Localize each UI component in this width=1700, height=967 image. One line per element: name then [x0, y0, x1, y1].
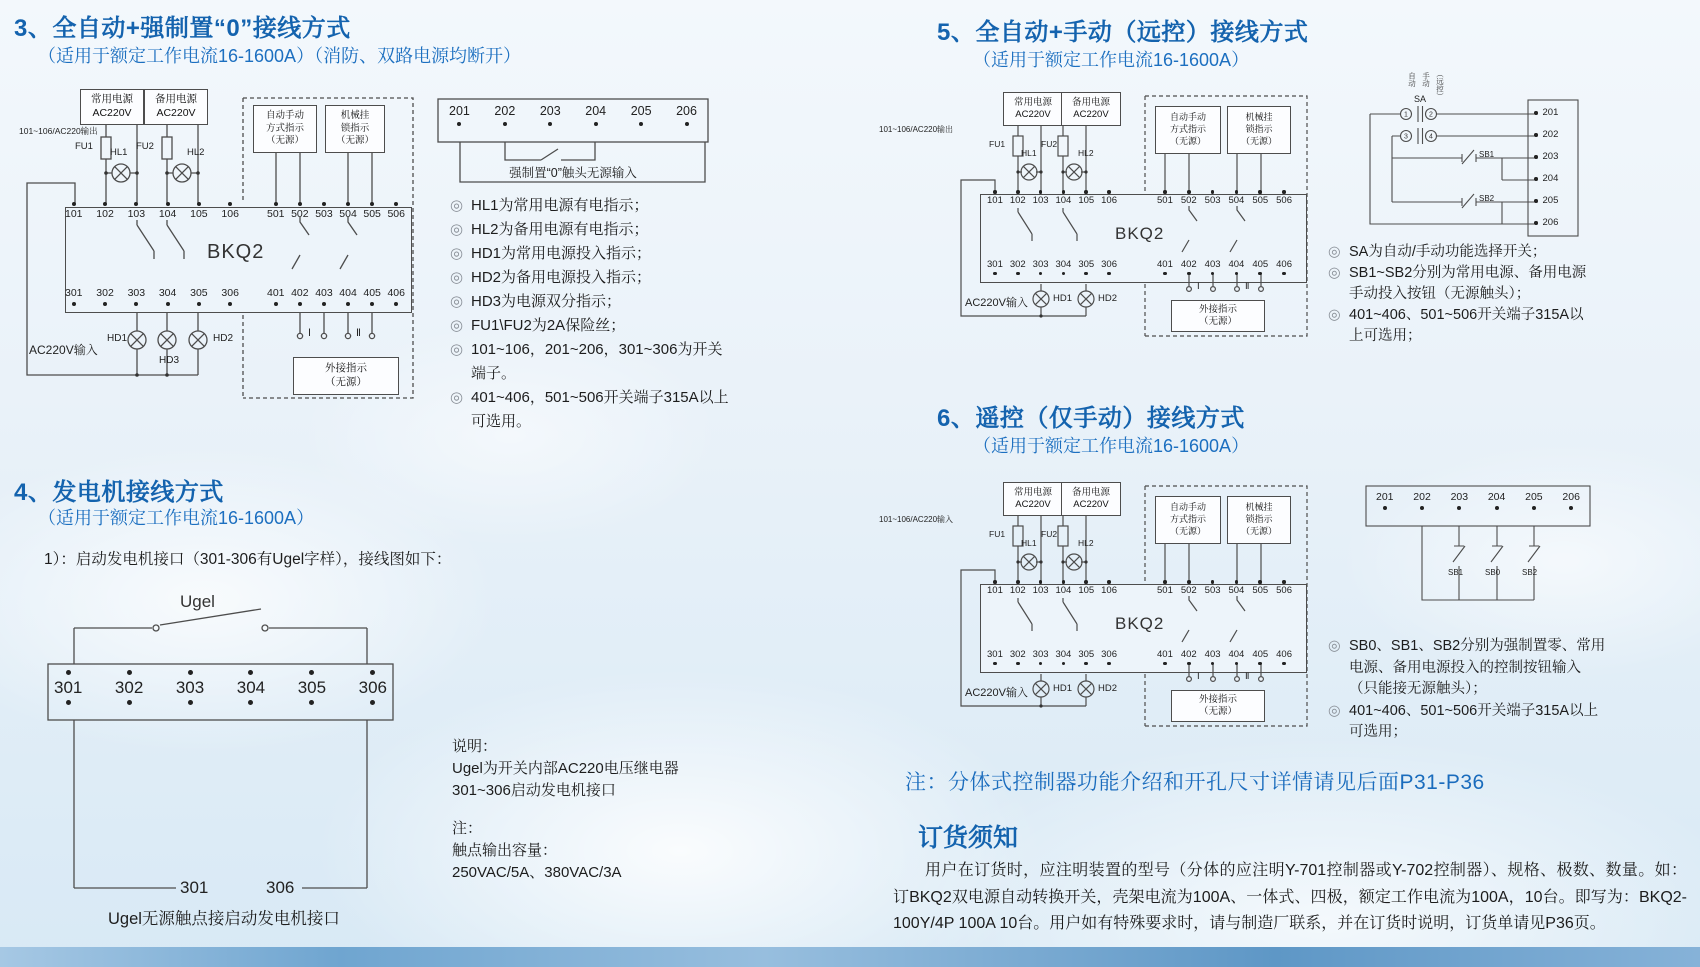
terminal-label: 503 [315, 202, 333, 220]
section5-wiring-diagram [875, 88, 1315, 338]
note-text: HD2为备用电源投入指示； [471, 269, 652, 286]
ac-input-label: AC220V输入 [29, 343, 98, 357]
terminal-label: 306 [1101, 650, 1117, 665]
indicator2-line2: 锁指示 [1245, 124, 1273, 135]
external-indicator-line2: （无源） [325, 376, 367, 388]
external-indicator-box [293, 357, 399, 395]
terminal-label: 504 [339, 202, 357, 220]
backup-power-box [1061, 92, 1121, 126]
terminal-label: 302 [115, 670, 143, 705]
external-indicator-line1: 外接指示 [1198, 693, 1237, 705]
terminal-label: 301 [54, 670, 82, 705]
terminal-label: 506 [387, 202, 405, 220]
group2-mark: Ⅱ [356, 328, 361, 339]
mode-manual-label: 手动 [1421, 72, 1431, 87]
note-text: 401~406，501~506开关端子315A以上可选用。 [471, 389, 729, 430]
terminal-label: 101 [987, 580, 1003, 595]
generator-wiring-lines [40, 578, 420, 898]
bullet-marker: ◎ [450, 245, 464, 262]
backup-power-label: 备用电源 [1071, 96, 1110, 108]
indicator1-line2: 方式指示 [1169, 124, 1206, 135]
terminal-label: 105 [190, 202, 208, 220]
section6-wiring-diagram [875, 478, 1315, 728]
bullet-marker: ◎ [450, 293, 464, 310]
terminal-label: 502 [1181, 580, 1197, 595]
bullet-marker: ◎ [1328, 244, 1341, 260]
terminal-label: 203 [1534, 152, 1558, 162]
terminal-label: 103 [1033, 190, 1049, 205]
mode-auto-label: 自动 [1407, 72, 1417, 87]
terminal-label: 402 [291, 288, 309, 306]
bullet-marker: ◎ [450, 197, 464, 214]
normal-power-label: 常用电源 [1013, 486, 1052, 498]
fuse1-label: FU1 [75, 141, 93, 152]
normal-power-label: 常用电源 [1013, 96, 1052, 108]
contact-4: 4 [1429, 133, 1433, 141]
note-text: FU1\FU2为2A保险丝； [471, 317, 626, 334]
lamp-hd1-label: HD1 [1053, 683, 1073, 694]
ugel-relay-label: Ugel [180, 592, 215, 611]
indicator2-line1: 机械挂 [340, 110, 370, 122]
terminal-label: 401 [1157, 650, 1173, 665]
indicator1-line1: 自动手动 [1169, 112, 1206, 123]
mechanical-lock-indicator-box [325, 105, 385, 153]
bottom-decoration-band [0, 947, 1700, 967]
list-item [450, 314, 730, 338]
terminal-label: 501 [1157, 580, 1173, 595]
terminals-301-306 [987, 650, 1117, 665]
terminal-label: 103 [128, 202, 146, 220]
section3-subtitle: （适用于额定工作电流16-1600A）（消防、双路电源均断开） [38, 46, 522, 66]
external-indicator-box [1171, 300, 1265, 332]
output-terminals-label: 101~106/AC220输出 [19, 126, 98, 136]
terminal-label: 501 [267, 202, 285, 220]
terminal-label: 201 [449, 105, 470, 126]
lamp-hd2-label: HD2 [1098, 683, 1118, 694]
indicator1-line1: 自动手动 [265, 110, 304, 122]
bullet-marker: ◎ [450, 389, 464, 406]
terminal-label: 405 [1252, 650, 1268, 665]
list-item [450, 218, 730, 242]
notes-heading: 说明： [452, 738, 498, 755]
section3-forced-zero-strip [437, 98, 712, 193]
terminal-label: 205 [631, 105, 652, 126]
terminal-label: 204 [1534, 174, 1558, 184]
terminal-label: 401 [1157, 260, 1173, 275]
terminal-label: 305 [190, 288, 208, 306]
fuse2-label: FU2 [1041, 529, 1058, 539]
lamp-hd2-label: HD2 [1098, 293, 1118, 304]
terminal-label: 405 [363, 288, 381, 306]
terminal-label: 102 [1010, 190, 1026, 205]
bullet-marker: ◎ [1328, 265, 1341, 281]
terminals-101-106 [987, 190, 1117, 205]
terminal-label: 306 [221, 288, 239, 306]
section6-notes-list [1328, 636, 1606, 744]
button-sb1-label: SB1 [1479, 150, 1495, 159]
terminal-label: 505 [1252, 190, 1268, 205]
terminal-label: 201 [1376, 492, 1394, 510]
bullet-marker: ◎ [450, 317, 464, 334]
terminal-label: 401 [267, 288, 285, 306]
terminal-label: 505 [1252, 580, 1268, 595]
terminal-label: 302 [96, 288, 114, 306]
note-text: HD1为常用电源投入指示； [471, 245, 652, 262]
lamp-hl2-label: HL2 [1078, 538, 1094, 548]
terminal-label: 104 [1055, 580, 1071, 595]
terminal-label: 205 [1525, 492, 1543, 510]
external-indicator-box [1171, 690, 1265, 722]
generator-wiring-diagram [40, 578, 420, 898]
terminal-label: 503 [1205, 580, 1221, 595]
terminal-label: 303 [1033, 650, 1049, 665]
indicator1-line2: 方式指示 [265, 122, 304, 134]
note-text: HL1为常用电源有电指示； [471, 197, 649, 214]
terminal-label: 501 [1157, 190, 1173, 205]
terminal-label: 302 [1010, 260, 1026, 275]
terminal-label: 305 [298, 670, 326, 705]
terminal-label: 301 [987, 650, 1003, 665]
terminal-label: 204 [1488, 492, 1506, 510]
terminal-label: 406 [387, 288, 405, 306]
lamp-hl2-label: HL2 [187, 147, 205, 158]
bullet-marker: ◎ [1328, 702, 1341, 719]
lamp-hd3-label: HD3 [159, 355, 180, 366]
auto-manual-indicator-box [1155, 496, 1221, 544]
terminal-label: 304 [1055, 650, 1071, 665]
terminals-201-206 [1534, 108, 1558, 228]
ac-input-label: AC220V输入 [965, 687, 1028, 699]
external-indicator-line1: 外接指示 [1198, 303, 1237, 315]
indicator2-line2: 锁指示 [1245, 514, 1273, 525]
mechanical-lock-indicator-box [1227, 106, 1291, 154]
note-text: 401~406、501~506开关端子315A以上可选用； [1349, 702, 1599, 740]
terminal-label: 202 [1413, 492, 1431, 510]
auto-manual-indicator-box [253, 105, 317, 153]
button-sb2-label: SB2 [1479, 194, 1495, 203]
list-item [450, 338, 730, 386]
terminal-label: 105 [1078, 580, 1094, 595]
notes2-heading: 注： [452, 820, 483, 837]
section6-title: 6、遥控（仅手动）接线方式 [937, 405, 1245, 432]
group2-mark: Ⅱ [1245, 281, 1250, 291]
list-item [1328, 242, 1594, 263]
indicator2-line3: （无源） [1240, 525, 1277, 536]
lamp-hl1-label: HL1 [110, 147, 128, 158]
backup-power-box [1061, 482, 1121, 516]
input-terminals-label: 101~106/AC220输入 [879, 515, 954, 524]
normal-power-box [80, 89, 144, 125]
section3-title: 3、全自动+强制置“0”接线方式 [14, 15, 351, 42]
group1-mark: Ⅰ [308, 328, 311, 339]
terminal-label: 404 [1228, 650, 1244, 665]
fuse1-label: FU1 [989, 529, 1006, 539]
bottom-terminal-306: 306 [266, 878, 295, 897]
external-indicator-line2: （无源） [1198, 706, 1237, 717]
list-item [450, 290, 730, 314]
normal-power-label: 常用电源 [91, 93, 133, 106]
section4-title: 4、发电机接线方式 [14, 479, 224, 506]
terminals-401-406 [1157, 650, 1292, 665]
button-sb2-label: SB2 [1522, 568, 1538, 577]
indicator2-line1: 机械挂 [1245, 502, 1273, 513]
section5-title: 5、全自动+手动（远控）接线方式 [937, 19, 1309, 46]
terminal-label: 106 [1101, 580, 1117, 595]
indicator2-line3: （无源） [335, 135, 374, 147]
terminal-label: 203 [540, 105, 561, 126]
terminals-401-406 [1157, 260, 1292, 275]
terminal-label: 105 [1078, 190, 1094, 205]
normal-power-voltage: AC220V [92, 107, 132, 119]
bullet-marker: ◎ [450, 341, 464, 358]
terminal-label: 505 [363, 202, 381, 220]
device-model-label: BKQ2 [1115, 614, 1165, 633]
selector-switch-label: SA [1414, 94, 1427, 104]
generator-diagram-caption: Ugel无源触点接启动发电机接口 [108, 910, 340, 928]
terminal-label: 103 [1033, 580, 1049, 595]
terminal-label: 303 [176, 670, 204, 705]
section5-remote-control-diagram [1352, 72, 1587, 242]
terminal-label: 303 [1033, 260, 1049, 275]
note-text: SB1~SB2分别为常用电源、备用电源手动投入按钮（无源触头）； [1349, 265, 1587, 302]
group2-mark: Ⅱ [1245, 671, 1250, 681]
indicator1-line2: 方式指示 [1169, 514, 1206, 525]
indicator1-line1: 自动手动 [1169, 502, 1206, 513]
list-item [450, 242, 730, 266]
terminal-label: 106 [221, 202, 239, 220]
terminals-101-106 [987, 580, 1117, 595]
terminal-label: 106 [1101, 190, 1117, 205]
contact-3: 3 [1404, 133, 1408, 141]
section5-subtitle: （适用于额定工作电流16-1600A） [973, 50, 1250, 70]
forced-zero-contact-label: 强制置“0”触头无源输入 [509, 166, 637, 180]
generator-terminals-301-306 [54, 670, 387, 705]
terminal-label: 201 [1534, 108, 1558, 118]
terminal-label: 403 [315, 288, 333, 306]
terminal-label: 506 [1276, 580, 1292, 595]
fuse2-label: FU2 [1041, 139, 1058, 149]
terminal-label: 102 [1010, 580, 1026, 595]
backup-power-voltage: AC220V [1073, 109, 1109, 120]
section3-notes-list [450, 194, 730, 434]
terminal-label: 402 [1181, 650, 1197, 665]
backup-power-voltage: AC220V [1073, 499, 1109, 510]
auto-manual-indicator-box [1155, 106, 1221, 154]
backup-power-voltage: AC220V [156, 107, 196, 119]
terminal-label: 104 [1055, 190, 1071, 205]
terminal-label: 406 [1276, 260, 1292, 275]
lamp-hl1-label: HL1 [1021, 148, 1037, 158]
terminal-label: 303 [128, 288, 146, 306]
terminal-label: 104 [159, 202, 177, 220]
list-item [1328, 305, 1594, 347]
list-item [1328, 636, 1606, 701]
lamp-hd1-label: HD1 [1053, 293, 1073, 304]
generator-notes [452, 736, 679, 884]
terminals-201-206 [1376, 492, 1580, 510]
bullet-marker: ◎ [450, 221, 464, 238]
terminal-label: 504 [1228, 190, 1244, 205]
terminal-label: 304 [1055, 260, 1071, 275]
device-model-label: BKQ2 [1115, 224, 1165, 243]
bottom-terminal-301: 301 [180, 878, 209, 897]
note-text: HD3为电源双分指示； [471, 293, 622, 310]
lamp-hd1-label: HD1 [107, 333, 128, 344]
note-text: HL2为备用电源有电指示； [471, 221, 649, 238]
indicator1-line3: （无源） [265, 135, 304, 147]
terminal-label: 206 [1534, 218, 1558, 228]
list-item [1328, 263, 1594, 305]
notes-line: 301~306启动发电机接口 [452, 782, 616, 799]
contact-2: 2 [1429, 111, 1433, 119]
terminals-501-506 [1157, 190, 1292, 205]
group1-mark: Ⅰ [1197, 671, 1200, 681]
backup-power-label: 备用电源 [1071, 486, 1110, 498]
terminal-label: 502 [1181, 190, 1197, 205]
device-model-label: BKQ2 [207, 241, 265, 263]
external-indicator-line1: 外接指示 [325, 362, 367, 375]
spacer [452, 802, 679, 818]
list-item [450, 266, 730, 290]
note-text: 101~106，201~206，301~306为开关端子。 [471, 341, 723, 382]
normal-power-voltage: AC220V [1015, 499, 1051, 510]
backup-power-box [144, 89, 208, 125]
terminal-label: 304 [159, 288, 177, 306]
terminal-label: 206 [1562, 492, 1580, 510]
section5-notes-list [1328, 242, 1594, 347]
note-text: SB0、SB1、SB2分别为强制置零、常用电源、备用电源投入的控制按钮输入（只能接无源触头）； [1349, 638, 1606, 697]
terminal-label: 305 [1078, 650, 1094, 665]
lamp-hl1-label: HL1 [1021, 538, 1037, 548]
bullet-marker: ◎ [450, 269, 464, 286]
normal-power-voltage: AC220V [1015, 109, 1051, 120]
notes2-line: 触点输出容量： [452, 842, 558, 859]
indicator2-line3: （无源） [1240, 135, 1277, 146]
terminals-401-406 [267, 288, 405, 306]
contact-1: 1 [1404, 111, 1408, 119]
output-terminals-label: 101~106/AC220输出 [879, 125, 954, 134]
terminals-101-106 [65, 202, 239, 220]
section6-subtitle: （适用于额定工作电流16-1600A） [973, 436, 1250, 456]
terminals-301-306 [65, 288, 239, 306]
terminal-label: 202 [494, 105, 515, 126]
backup-power-label: 备用电源 [155, 93, 197, 106]
terminal-label: 402 [1181, 260, 1197, 275]
lamp-hl2-label: HL2 [1078, 148, 1094, 158]
terminal-label: 503 [1205, 190, 1221, 205]
ac-input-label: AC220V输入 [965, 297, 1028, 309]
ordering-info-title: 订货须知 [918, 824, 1019, 852]
terminal-label: 502 [291, 202, 309, 220]
split-controller-note: 注：分体式控制器功能介绍和开孔尺寸详情请见后面P31-P36 [905, 771, 1485, 794]
normal-power-box [1003, 92, 1063, 126]
terminal-label: 301 [65, 288, 83, 306]
terminal-label: 405 [1252, 260, 1268, 275]
terminal-label: 301 [987, 260, 1003, 275]
bullet-marker: ◎ [1328, 307, 1341, 323]
terminal-label: 306 [359, 670, 387, 705]
terminal-label: 102 [96, 202, 114, 220]
terminals-301-306 [987, 260, 1117, 275]
bullet-marker: ◎ [1328, 638, 1341, 654]
terminal-label: 205 [1534, 196, 1558, 206]
terminals-501-506 [267, 202, 405, 220]
terminal-label: 101 [987, 190, 1003, 205]
lamp-hd2-label: HD2 [213, 333, 234, 344]
note-text: SA为自动/手动功能选择开关； [1349, 244, 1547, 260]
terminal-label: 302 [1010, 650, 1026, 665]
button-sb0-label: SB0 [1485, 568, 1501, 577]
terminal-label: 403 [1205, 260, 1221, 275]
notes2-line: 250VAC/5A、380VAC/3A [452, 864, 622, 881]
note-text: 401~406、501~506开关端子315A以上可选用； [1349, 307, 1584, 344]
terminal-label: 504 [1228, 580, 1244, 595]
terminal-label: 404 [339, 288, 357, 306]
indicator1-line3: （无源） [1169, 525, 1206, 536]
section3-wiring-diagram [15, 85, 440, 425]
external-indicator-line2: （无源） [1198, 316, 1237, 327]
terminal-label: 406 [1276, 650, 1292, 665]
terminal-label: 203 [1451, 492, 1469, 510]
indicator1-line3: （无源） [1169, 135, 1206, 146]
indicator2-line2: 锁指示 [340, 122, 370, 134]
section6-remote-buttons-diagram [1358, 482, 1658, 617]
notes-line: Ugel为开关内部AC220电压继电器 [452, 760, 679, 777]
button-sb1-label: SB1 [1448, 568, 1464, 577]
terminal-label: 101 [65, 202, 83, 220]
terminal-label: 404 [1228, 260, 1244, 275]
section4-subtitle: （适用于额定工作电流16-1600A） [38, 508, 315, 528]
list-item [1328, 701, 1606, 744]
list-item [450, 386, 730, 434]
terminal-label: 304 [237, 670, 265, 705]
mode-remote-label: （远控） [1435, 70, 1445, 100]
terminal-label: 202 [1534, 130, 1558, 140]
section4-intro: 1）：启动发电机接口（301-306有Ugel字样），接线图如下： [44, 551, 452, 568]
list-item [450, 194, 730, 218]
mechanical-lock-indicator-box [1227, 496, 1291, 544]
indicator2-line1: 机械挂 [1245, 112, 1273, 123]
fuse2-label: FU2 [136, 141, 154, 152]
terminal-label: 403 [1205, 650, 1221, 665]
group1-mark: Ⅰ [1197, 281, 1200, 291]
fuse1-label: FU1 [989, 139, 1006, 149]
terminal-label: 206 [676, 105, 697, 126]
terminals-501-506 [1157, 580, 1292, 595]
ordering-info-paragraph: 用户在订货时，应注明装置的型号（分体的应注明Y-701控制器或Y-702控制器）、规格、极数、数量。如：订BKQ2双电源自动转换开关，壳架电流为100A、一体式、四极，额定工作电流为100A，10台。即写为：BKQ2-100Y/4P 100A 10台。用户如有特殊要求时，请与制造厂联系，并在订货时说明，订货单请见P36页。 [893, 862, 1687, 932]
terminal-label: 506 [1276, 190, 1292, 205]
terminals-201-206 [449, 105, 697, 126]
terminal-label: 305 [1078, 260, 1094, 275]
normal-power-box [1003, 482, 1063, 516]
terminal-label: 204 [585, 105, 606, 126]
terminal-label: 306 [1101, 260, 1117, 275]
